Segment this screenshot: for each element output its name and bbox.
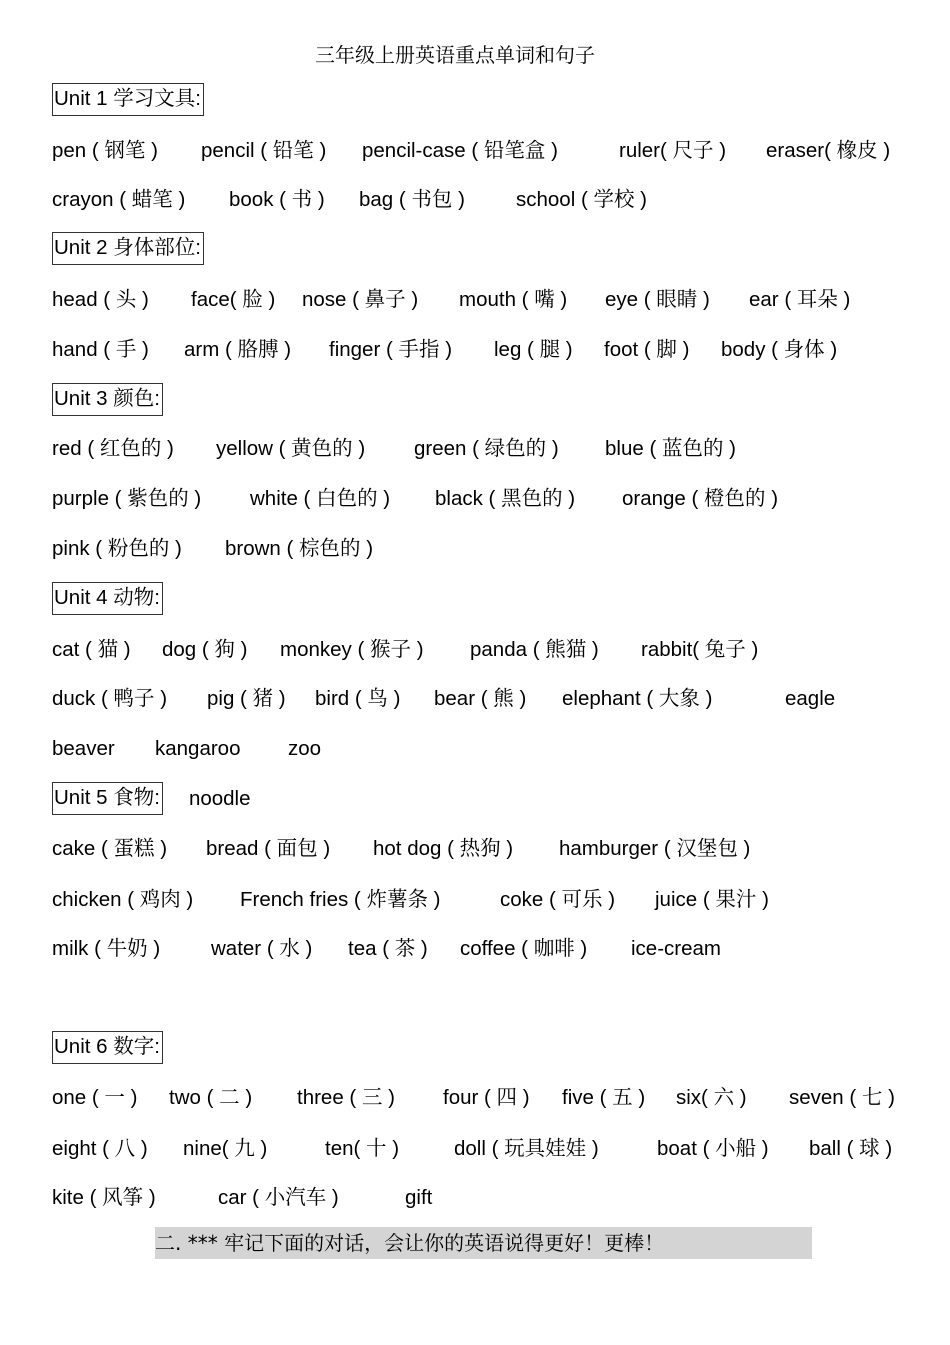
unit-2-heading-line <box>52 232 204 265</box>
vocab-item: rabbit( 兔子 ) <box>641 638 759 661</box>
vocab-item: brown ( 棕色的 ) <box>225 537 374 560</box>
unit-heading-extra-word: noodle <box>188 786 251 810</box>
vocab-item: eye ( 眼睛 ) <box>605 288 710 311</box>
vocab-item: cake ( 蛋糕 ) <box>52 837 168 860</box>
vocab-item: book ( 书 ) <box>229 188 325 211</box>
vocab-item: boat ( 小船 ) <box>657 1137 769 1160</box>
unit-4-heading-line <box>52 582 163 615</box>
vocab-item: beaver <box>52 737 115 760</box>
vocab-item: monkey ( 猴子 ) <box>280 638 424 661</box>
vocab-item: yellow ( 黄色的 ) <box>216 437 366 460</box>
vocab-item: tea ( 茶 ) <box>348 937 428 960</box>
vocab-item: kite ( 风筝 ) <box>52 1186 156 1209</box>
vocab-item: ice-cream <box>631 937 721 960</box>
vocab-item: orange ( 橙色的 ) <box>622 487 779 510</box>
vocab-item: purple ( 紫色的 ) <box>52 487 202 510</box>
vocab-item: coffee ( 咖啡 ) <box>460 937 588 960</box>
vocab-item: two ( 二 ) <box>169 1086 253 1109</box>
vocab-item: pen ( 钢笔 ) <box>52 139 158 162</box>
vocab-item: red ( 红色的 ) <box>52 437 174 460</box>
unit-1-heading-line <box>52 83 204 116</box>
vocab-item: gift <box>405 1186 433 1209</box>
unit-heading: Unit 4 动物: <box>52 582 163 615</box>
vocab-item: seven ( 七 ) <box>789 1086 895 1109</box>
vocab-item: four ( 四 ) <box>443 1086 530 1109</box>
vocab-item: black ( 黑色的 ) <box>435 487 576 510</box>
unit-heading: Unit 3 颜色: <box>52 383 163 416</box>
vocab-item: eraser( 橡皮 ) <box>766 139 891 162</box>
vocab-item: juice ( 果汁 ) <box>655 888 769 911</box>
vocab-item: white ( 白色的 ) <box>250 487 391 510</box>
vocab-item: five ( 五 ) <box>562 1086 646 1109</box>
unit-heading: Unit 1 学习文具: <box>52 83 204 116</box>
vocab-item: pencil ( 铅笔 ) <box>201 139 327 162</box>
unit-heading: Unit 6 数字: <box>52 1031 163 1064</box>
vocab-item: body ( 身体 ) <box>721 338 838 361</box>
vocab-item: milk ( 牛奶 ) <box>52 937 161 960</box>
vocab-item: hamburger ( 汉堡包 ) <box>559 837 751 860</box>
vocab-item: three ( 三 ) <box>297 1086 395 1109</box>
vocab-item: coke ( 可乐 ) <box>500 888 616 911</box>
vocab-item: hot dog ( 热狗 ) <box>373 837 514 860</box>
vocab-item: elephant ( 大象 ) <box>562 687 713 710</box>
vocab-item: crayon ( 蜡笔 ) <box>52 188 186 211</box>
vocab-item: school ( 学校 ) <box>516 188 647 211</box>
vocab-item: duck ( 鸭子 ) <box>52 687 168 710</box>
vocab-item: kangaroo <box>155 737 241 760</box>
vocab-item: pig ( 猪 ) <box>207 687 286 710</box>
vocab-item: foot ( 脚 ) <box>604 338 690 361</box>
vocab-item: panda ( 熊猫 ) <box>470 638 599 661</box>
vocab-item: finger ( 手指 ) <box>329 338 453 361</box>
vocab-item: car ( 小汽车 ) <box>218 1186 339 1209</box>
vocab-item: six( 六 ) <box>676 1086 747 1109</box>
page-title: 三年级上册英语重点单词和句子 <box>315 43 595 67</box>
vocab-item: zoo <box>288 737 322 760</box>
unit-3-heading-line <box>52 383 163 416</box>
unit-5-heading-line <box>52 782 251 815</box>
vocab-item: bird ( 鸟 ) <box>315 687 401 710</box>
unit-6-heading-line <box>52 1031 163 1064</box>
vocab-item: one ( 一 ) <box>52 1086 138 1109</box>
vocab-item: cat ( 猫 ) <box>52 638 131 661</box>
vocab-item: arm ( 胳膊 ) <box>184 338 292 361</box>
vocab-item: blue ( 蓝色的 ) <box>605 437 736 460</box>
vocab-item: dog ( 狗 ) <box>162 638 248 661</box>
vocab-item: pink ( 粉色的 ) <box>52 537 182 560</box>
vocab-item: ten( 十 ) <box>325 1137 400 1160</box>
vocab-item: hand ( 手 ) <box>52 338 149 361</box>
unit-heading: Unit 5 食物: <box>52 782 163 815</box>
vocab-item: water ( 水 ) <box>211 937 313 960</box>
vocab-item: bread ( 面包 ) <box>206 837 331 860</box>
section-two-heading: 二. *** 牢记下面的对话，会让你的英语说得更好！更棒！ <box>155 1227 812 1259</box>
vocab-item: nine( 九 ) <box>183 1137 268 1160</box>
vocab-item: green ( 绿色的 ) <box>414 437 559 460</box>
vocab-item: face( 脸 ) <box>191 288 276 311</box>
vocab-item: leg ( 腿 ) <box>494 338 573 361</box>
vocab-item: eagle <box>785 687 836 710</box>
vocab-item: doll ( 玩具娃娃 ) <box>454 1137 599 1160</box>
vocab-item: nose ( 鼻子 ) <box>302 288 419 311</box>
vocab-item: bear ( 熊 ) <box>434 687 527 710</box>
vocab-item: eight ( 八 ) <box>52 1137 148 1160</box>
vocab-item: head ( 头 ) <box>52 288 149 311</box>
vocab-item: chicken ( 鸡肉 ) <box>52 888 194 911</box>
unit-heading: Unit 2 身体部位: <box>52 232 204 265</box>
vocab-item: bag ( 书包 ) <box>359 188 465 211</box>
vocab-item: ruler( 尺子 ) <box>619 139 727 162</box>
vocab-item: ear ( 耳朵 ) <box>749 288 851 311</box>
vocab-item: pencil-case ( 铅笔盒 ) <box>362 139 558 162</box>
vocab-item: mouth ( 嘴 ) <box>459 288 568 311</box>
vocab-item: ball ( 球 ) <box>809 1137 893 1160</box>
vocab-item: French fries ( 炸薯条 ) <box>240 888 441 911</box>
